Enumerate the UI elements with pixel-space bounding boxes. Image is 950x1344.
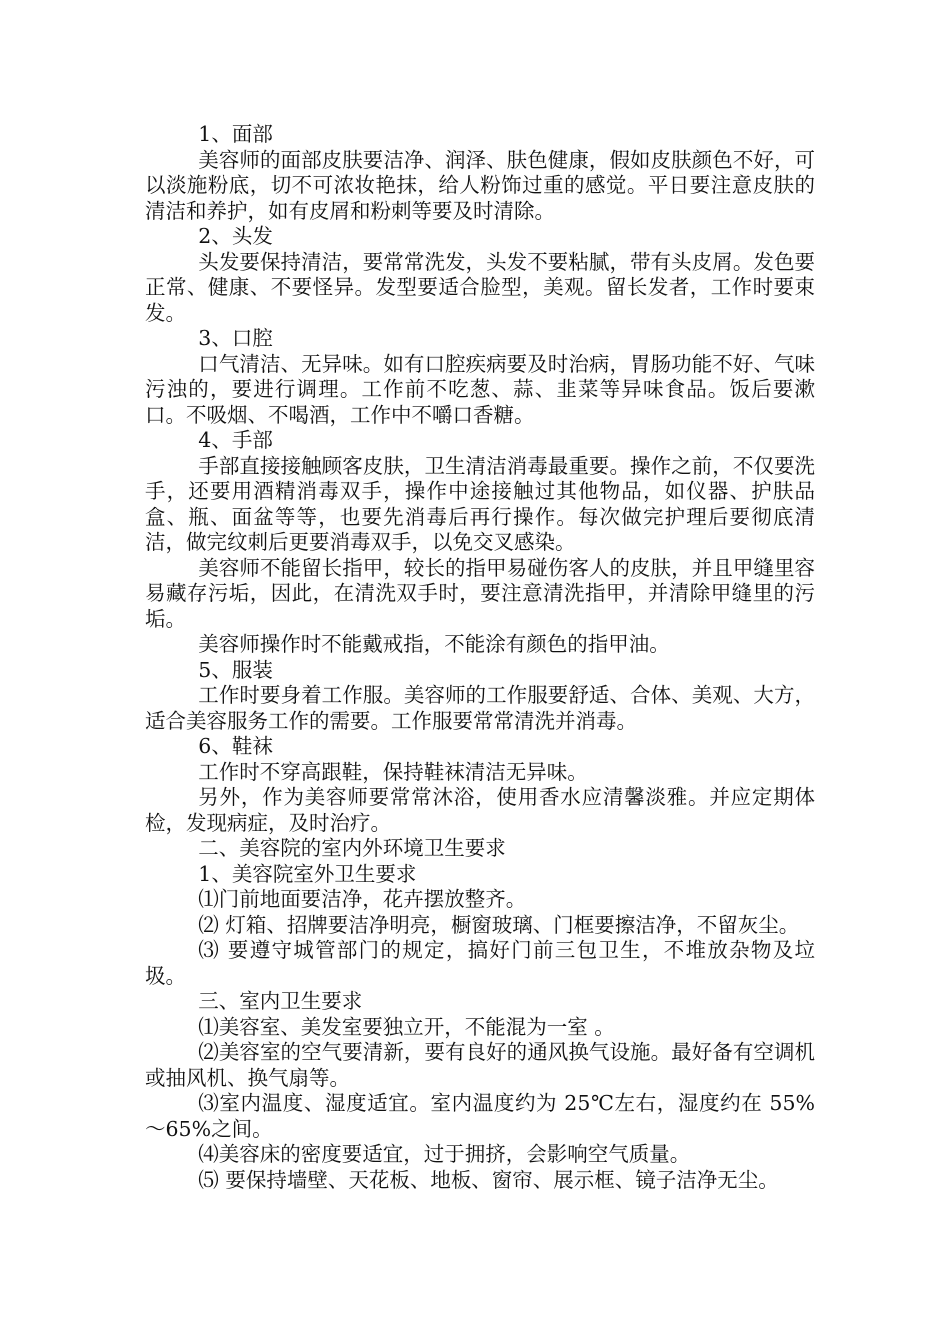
- body-paragraph: ⑶ 要遵守城管部门的规定，搞好门前三包卫生，不堆放杂物及垃圾。: [145, 938, 815, 988]
- body-paragraph: 口气清洁、无异味。如有口腔疾病要及时治病，胃肠功能不好、气味污浊的，要进行调理。工作前不吃葱、蒜、韭菜等异味食品。饭后要漱口。不吸烟、不喝酒，工作中不嚼口香糖。: [145, 351, 815, 427]
- body-paragraph: 美容师的面部皮肤要洁净、润泽、肤色健康，假如皮肤颜色不好，可以淡施粉底，切不可浓妆艳抹，给人粉饰过重的感觉。平日要注意皮肤的清洁和养护，如有皮屑和粉刺等要及时清除。: [145, 147, 815, 223]
- body-paragraph: ⑴门前地面要洁净，花卉摆放整齐。: [198, 887, 527, 911]
- section-heading: 2、头发: [198, 224, 273, 248]
- body-paragraph: 头发要保持清洁，要常常洗发，头发不要粘腻，带有头皮屑。发色要正常、健康、不要怪异。发型要适合脸型，美观。留长发者，工作时要束发。: [145, 249, 815, 325]
- body-paragraph: 工作时不穿高跟鞋，保持鞋袜清洁无异味。: [198, 759, 588, 784]
- body-paragraph: ⑴美容室、美发室要独立开，不能混为一室 。: [198, 1014, 615, 1039]
- section-heading: 三、室内卫生要求: [198, 989, 363, 1013]
- document-body: [145, 122, 815, 1193]
- body-paragraph: 美容师操作时不能戴戒指，不能涂有颜色的指甲油。: [198, 632, 670, 656]
- section-heading: 1、面部: [198, 122, 273, 146]
- body-paragraph: 手部直接接触顾客皮肤，卫生清洁消毒最重要。操作之前，不仅要洗手，还要用酒精消毒双手，操作中途接触过其他物品，如仪器、护肤品盒、瓶、面盆等等，也要先消毒后再行操作。每次做完护理后要彻底清洁，做完纹刺后更要消毒双手，以免交叉感染。: [145, 453, 815, 554]
- body-paragraph: ⑸ 要保持墙壁、天花板、地板、窗帘、展示框、镜子洁净无尘。: [198, 1167, 779, 1192]
- body-paragraph: 工作时要身着工作服。美容师的工作服要舒适、合体、美观、大方，适合美容服务工作的需要。工作服要常常清洗并消毒。: [145, 683, 815, 733]
- body-paragraph: ⑵美容室的空气要清新，要有良好的通风换气设施。最好备有空调机或抽风机、换气扇等。: [145, 1040, 815, 1090]
- section-heading: 4、手部: [198, 428, 273, 452]
- body-paragraph: ⑵ 灯箱、招牌要洁净明亮，橱窗玻璃、门框要擦洁净，不留灰尘。: [198, 912, 800, 937]
- section-heading: 3、口腔: [198, 326, 273, 350]
- body-paragraph: 另外，作为美容师要常常沐浴，使用香水应清馨淡雅。并应定期体检，发现病症，及时治疗。: [145, 785, 815, 835]
- section-heading: 1、美容院室外卫生要求: [198, 861, 417, 886]
- section-heading: 5、服装: [198, 657, 273, 682]
- body-paragraph: ⑶室内温度、湿度适宜。室内温度约为 25℃左右，湿度约在 55%～65%之间。: [145, 1091, 815, 1141]
- body-paragraph: 美容师不能留长指甲，较长的指甲易碰伤客人的皮肤，并且甲缝里容易藏存污垢，因此，在清洗双手时，要注意清洗指甲，并清除甲缝里的污垢。: [145, 555, 815, 631]
- section-heading: 6、鞋袜: [198, 734, 273, 758]
- body-paragraph: ⑷美容床的密度要适宜，过于拥挤，会影响空气质量。: [198, 1142, 691, 1166]
- section-heading: 二、美容院的室内外环境卫生要求: [198, 836, 506, 860]
